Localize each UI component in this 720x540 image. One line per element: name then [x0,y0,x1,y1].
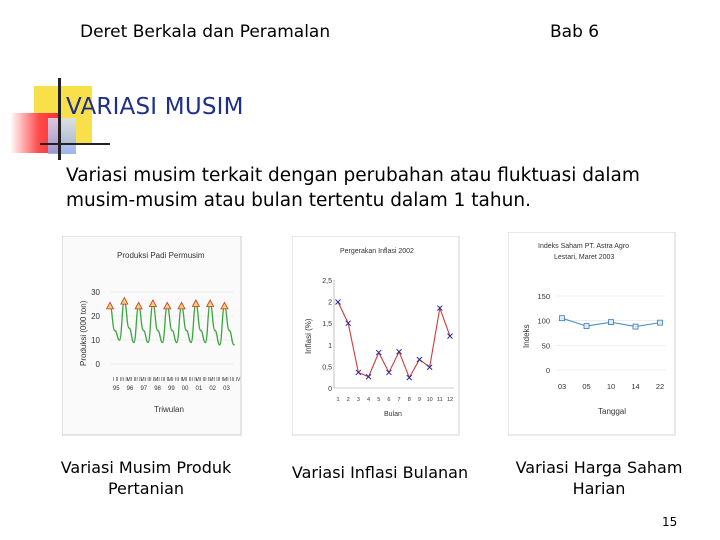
y-tick-label: 2,5 [322,278,332,285]
deco-horizontal-line [40,143,110,145]
data-point [214,330,216,332]
chart-title-text: Indeks Saham PT. Astra Agro [538,243,630,250]
data-point [190,342,192,344]
y-tick-label: 50 [541,341,550,351]
x-tick-label: 3 [356,397,360,403]
data-point [176,342,178,344]
chart-xlabel: Bulan [384,411,402,418]
chart-title: Produksi Padi Permusim [117,251,205,260]
caption-chart-2: Variasi Inflasi Bulanan [291,463,469,482]
data-point [200,330,202,332]
y-tick-label: 20 [91,312,100,321]
x-tick-label: 11 [436,397,443,403]
x-tick-year: 95 [112,386,120,392]
body-text: Variasi musim terkait dengan perubahan atau fluktuasi dalam musim-musim atau bulan tertentu dalam 1 tahun. [66,165,640,211]
x-tick-quarter: I II III IV [195,377,213,383]
y-tick-label: 150 [537,292,550,301]
x-tick-label: 03 [557,382,567,391]
x-tick-year: 03 [223,386,230,392]
y-tick-label: 1 [328,342,332,350]
chart-frame [508,232,675,435]
data-point [119,339,121,341]
x-tick-year: 96 [126,386,134,392]
y-tick-label: 2 [328,299,332,307]
chart-frame [292,236,459,435]
x-tick-quarter: I II III IV [140,377,158,383]
x-tick-label: 4 [367,397,371,403]
data-point [233,344,235,346]
x-tick-quarter: I II III IV [168,377,186,383]
data-point [219,344,221,346]
x-tick-quarter: I II III IV [126,377,144,383]
chart-xlabel: Triwulan [154,405,184,414]
slide-title: VARIASI MUSIM [66,94,244,120]
chart-title-line-2: Lestari, Maret 2003 [554,254,615,261]
x-tick-quarter: I II III IV [181,377,200,383]
x-tick-quarter: I II III IV [223,377,241,383]
chart-ylabel: Indeks [522,324,531,348]
data-point [658,320,663,325]
caption-chart-3: Variasi Harga Saham Harian [515,458,683,498]
x-tick-label: 5 [377,397,381,403]
y-tick-label: 10 [91,336,100,345]
x-tick-label: 10 [606,382,616,391]
deco-vertical-line [58,78,61,160]
x-tick-label: 1 [336,397,340,403]
x-tick-label: 05 [582,382,591,391]
data-point [584,324,589,329]
x-tick-label: 7 [397,397,401,403]
x-tick-quarter: I II III IV [209,377,227,383]
chart-produksi-padi-svg [62,236,242,436]
slide-header-left: Deret Berkala dan Peramalan [80,22,331,42]
data-point [143,330,145,332]
data-point [609,320,614,325]
x-tick-quarter: I II III IV [154,377,172,383]
deco-blue-square [48,118,76,154]
x-tick-year: 00 [181,386,189,392]
y-tick-label: 100 [537,316,550,326]
x-tick-quarter: I II III IV [112,377,131,383]
y-tick-label: 0,5 [322,364,332,372]
x-tick-label: 8 [407,397,411,403]
chart-xlabel: Tanggal [598,407,627,416]
x-tick-year: 98 [154,386,161,392]
data-point [171,330,173,332]
data-point [114,330,116,332]
x-tick-label: 2 [346,397,350,403]
y-tick-label: 1,5 [322,321,332,329]
chart-indeks-saham [508,232,676,436]
y-tick-label: 0 [328,386,332,393]
x-tick-label: 22 [655,382,665,391]
chart-inflasi [292,236,460,436]
slide-header-right: Bab 6 [550,22,600,42]
data-point [133,342,135,344]
chart-title: Pergerakan Inflasi 2002 [340,248,414,255]
caption-chart-1: Variasi Musim Produk Pertanian [60,458,232,498]
data-point [633,324,638,329]
data-point [560,316,565,321]
x-tick-label: 12 [446,397,454,403]
x-tick-label: 9 [417,397,421,403]
page-number: 15 [662,515,678,529]
x-tick-year: 97 [140,386,148,392]
y-tick-label: 30 [91,288,100,297]
chart-produksi-padi [62,236,242,436]
y-tick-label: 0 [95,360,100,369]
chart-frame [62,236,241,435]
x-tick-year: 02 [209,386,217,392]
data-point [147,342,149,344]
x-tick-label: 10 [426,397,433,403]
data-point [228,330,230,332]
chart-ylabel: Produksi (000 ton) [79,300,88,366]
chart-ylabel: Inflasi (%) [304,318,313,354]
x-tick-label: 6 [387,397,391,403]
data-point [128,327,130,329]
x-tick-year: 99 [168,386,175,392]
chart-inflasi-svg [292,236,460,436]
data-point [157,330,159,332]
y-tick-label: 0 [545,366,550,375]
x-tick-year: 01 [195,386,203,392]
data-point [205,342,207,344]
x-tick-label: 14 [631,382,640,391]
data-point [162,342,164,344]
data-point [186,330,188,332]
chart-indeks-saham-svg [508,232,676,436]
